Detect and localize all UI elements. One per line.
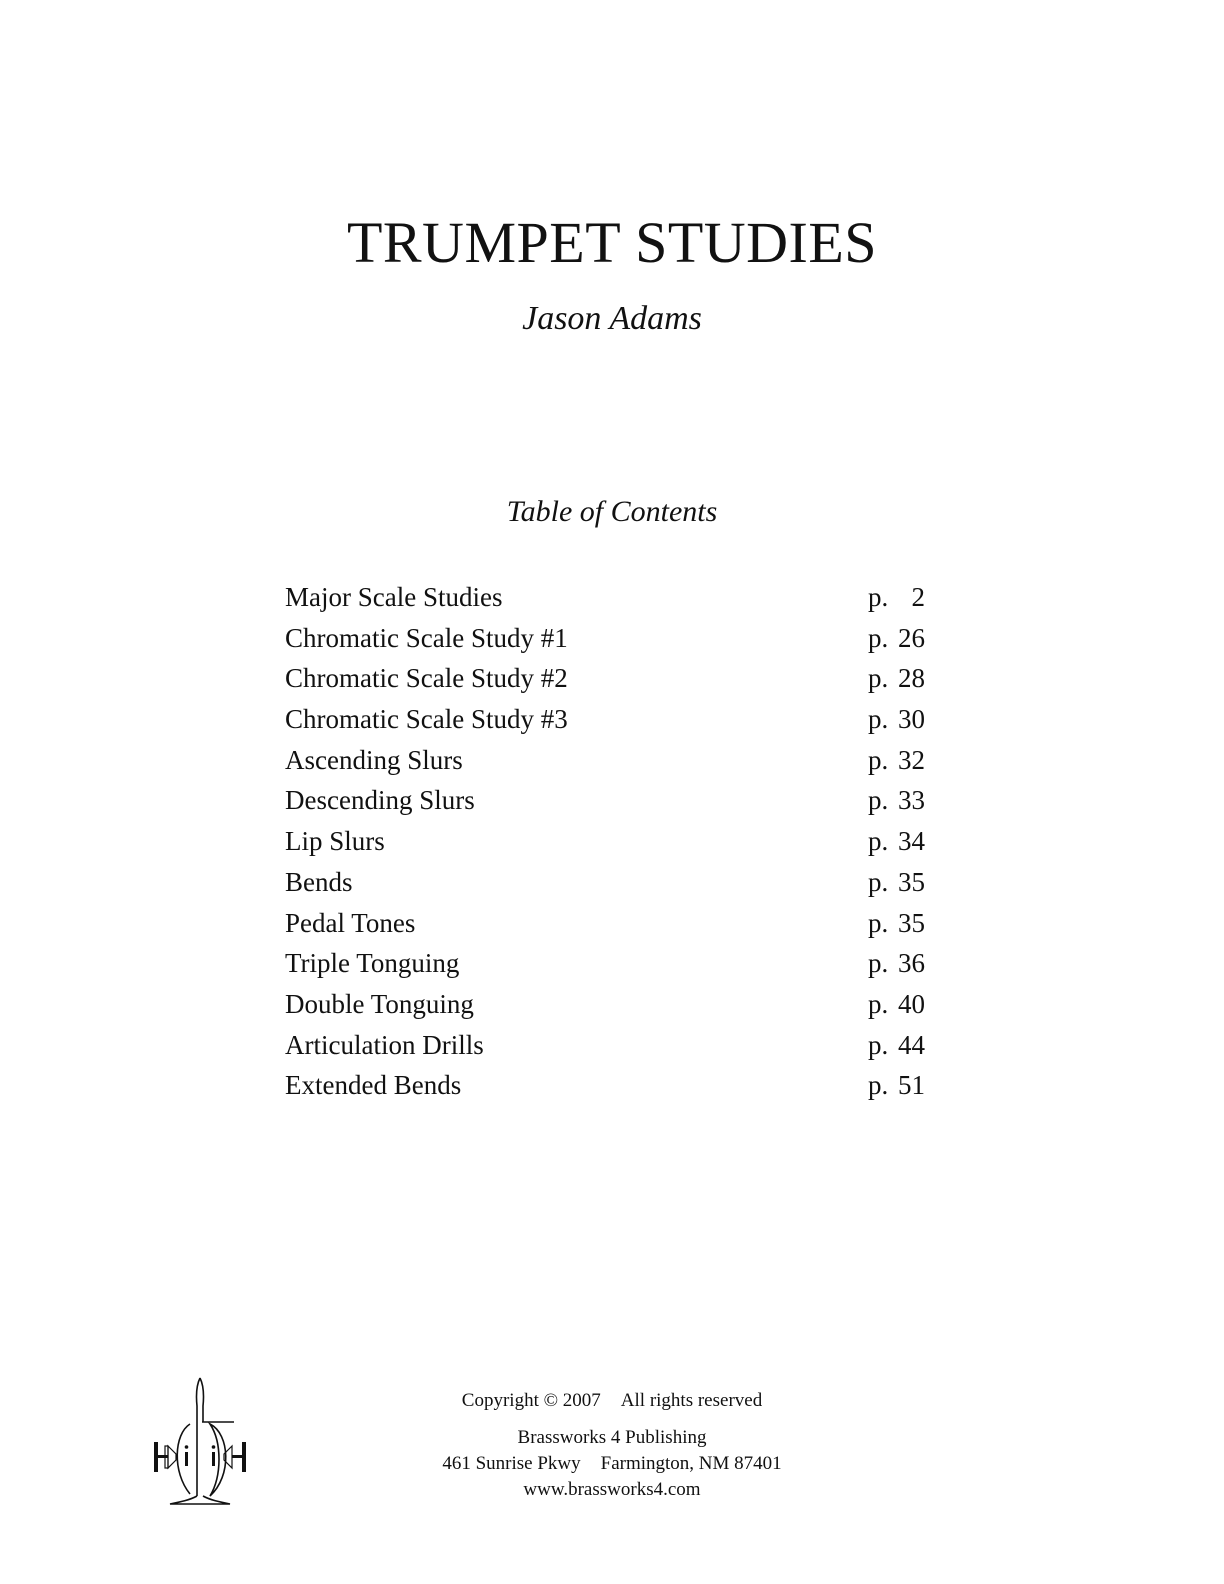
toc-entry [285,780,925,821]
toc-page-prefix: p. [868,785,889,816]
publisher-website[interactable]: www.brassworks4.com [523,1479,701,1500]
toc-page-prefix: p. [868,866,889,897]
toc-entry-title: Lip Slurs [285,826,385,857]
toc-page-number: 36 [898,948,925,979]
toc-entry [285,1025,925,1066]
toc-entry-title: Chromatic Scale Study #2 [285,663,568,694]
toc-page-number: 28 [898,663,925,694]
toc-page-number: 32 [898,744,925,775]
toc-entry [285,903,925,944]
document-title: TRUMPET STUDIES [346,210,878,275]
toc-entry [285,658,925,699]
publisher-name: Brassworks 4 Publishing [517,1427,707,1448]
toc-entry-title: Chromatic Scale Study #3 [285,704,568,735]
copyright-notice: Copyright © 2007 [461,1390,601,1411]
toc-page-number: 33 [898,785,925,816]
toc-entry-title: Chromatic Scale Study #1 [285,622,568,653]
toc-entry-title: Major Scale Studies [285,582,503,612]
toc-entry [285,984,925,1025]
author-name: Jason Adams [522,300,702,337]
toc-page-number: 35 [898,907,925,938]
toc-entry-page [868,1025,925,1065]
toc-page-prefix: p. [868,907,889,938]
toc-entry-page [868,821,925,861]
publisher-address [0,1451,1224,1477]
toc-page-prefix: p. [868,826,889,857]
toc-entry [285,740,925,781]
toc-entry-title: Articulation Drills [285,1029,484,1060]
toc-entry-title: Pedal Tones [285,907,416,938]
toc-entry-page [868,658,925,698]
toc-page-number: 34 [898,826,925,857]
toc-entry-page [868,1065,925,1105]
toc-page-prefix: p. [868,1070,889,1101]
toc-page-number: 2 [911,582,925,612]
toc-entry-page [868,699,925,739]
toc-entry-page [868,903,925,943]
toc-entry [285,577,925,618]
toc-entry [285,1065,925,1106]
toc-entry-page [868,984,925,1024]
address-city: Farmington, NM 87401 [600,1453,782,1474]
toc-page-number: 26 [898,622,925,653]
toc-page-prefix: p. [868,988,889,1019]
toc-page-prefix: p. [868,582,889,612]
address-street: 461 Sunrise Pkwy [442,1453,581,1474]
toc-entry-title: Extended Bends [285,1070,462,1101]
toc-entry-page [868,577,925,617]
toc-entry [285,618,925,659]
toc-page-number: 40 [898,988,925,1019]
toc-entry [285,862,925,903]
toc-entry-page [868,862,925,902]
toc-list [285,577,925,1106]
toc-entry-title: Triple Tonguing [285,948,460,979]
toc-page-number: 30 [898,704,925,735]
toc-page-prefix: p. [868,704,889,735]
toc-page-number: 44 [898,1029,925,1060]
rights-notice: All rights reserved [620,1390,763,1411]
toc-page-prefix: p. [868,622,889,653]
toc-page-prefix: p. [868,663,889,694]
toc-entry-title: Bends [285,866,353,897]
toc-entry-title: Ascending Slurs [285,744,463,775]
toc-entry [285,699,925,740]
toc-entry-page [868,780,925,820]
toc-entry-title: Descending Slurs [285,785,475,816]
toc-page-prefix: p. [868,744,889,775]
toc-page-prefix: p. [868,1029,889,1060]
toc-entry [285,821,925,862]
toc-entry-page [868,740,925,780]
toc-page-number: 51 [898,1070,925,1101]
toc-heading: Table of Contents [506,495,718,528]
toc-entry-page [868,943,925,983]
toc-entry [285,943,925,984]
toc-entry-page [868,618,925,658]
toc-page-number: 35 [898,866,925,897]
copyright-line [0,1387,1224,1415]
toc-entry-title: Double Tonguing [285,988,474,1019]
toc-page-prefix: p. [868,948,889,979]
